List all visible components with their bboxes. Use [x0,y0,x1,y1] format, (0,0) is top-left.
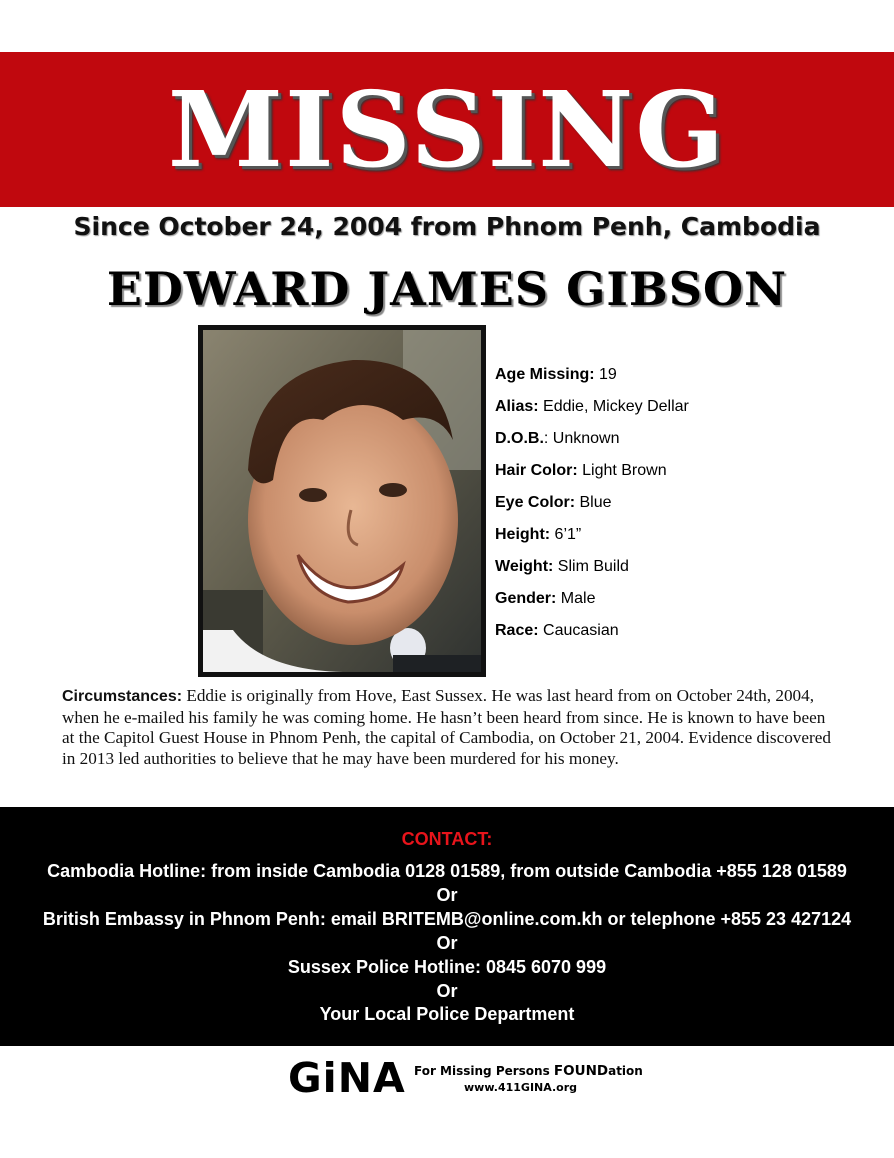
contact-sussex-police: Sussex Police Hotline: 0845 6070 999 [287,957,607,977]
detail-age-missing: Age Missing: 19 [495,366,617,383]
gina-website-link[interactable]: www.411GINA.org [464,1081,578,1094]
detail-gender: Gender: Male [495,590,596,607]
contact-cambodia-hotline: Cambodia Hotline: from inside Cambodia 0128 01589, from outside Cambodia +855 128 01589 [47,861,847,881]
person-details-list [495,364,875,652]
gina-tagline: For Missing Persons FOUNDation [414,1063,643,1079]
gina-footer [288,1054,643,1104]
contact-or-separator: Or [436,981,458,1001]
detail-hair-color: Hair Color: Light Brown [495,462,667,479]
detail-race: Race: Caucasian [495,622,619,639]
missing-title: MISSING [167,68,727,191]
circumstances-paragraph [62,686,832,769]
detail-height: Height: 6’1” [495,526,582,543]
contact-british-embassy: British Embassy in Phnom Penh: email BRITEMB@online.com.kh or telephone +855 23 427124 [42,909,852,929]
detail-weight: Weight: Slim Build [495,558,629,575]
detail-eye-color: Eye Color: Blue [495,494,612,511]
person-name: EDWARD JAMES GIBSON [106,262,788,316]
person-photo [198,325,486,677]
contact-or-separator: Or [436,933,458,953]
missing-since-line: Since October 24, 2004 from Phnom Penh, Cambodia [73,212,821,241]
missing-banner [0,52,894,207]
contact-title: CONTACT: [401,829,493,849]
circumstances-label: Circumstances: [62,688,183,705]
contact-or-separator: Or [436,885,458,905]
contact-local-police: Your Local Police Department [319,1004,575,1024]
detail-dob: D.O.B.: Unknown [495,430,620,447]
contact-section [0,807,894,1046]
circumstances-text: Eddie is originally from Hove, East Sussex. He was last heard from on October 24th, 2004, when he e-mailed his family he was coming home. He hasn’t been heard from since. He is known to have been at the Capitol Guest House in Phnom Penh, the capital of Cambodia, on October 21, 2004. Evidence discovered in 2013 led authorities to believe that he may have been murdered for his money. [62,686,831,768]
gina-logo: GiNA [288,1054,406,1102]
detail-alias: Alias: Eddie, Mickey Dellar [495,398,689,415]
